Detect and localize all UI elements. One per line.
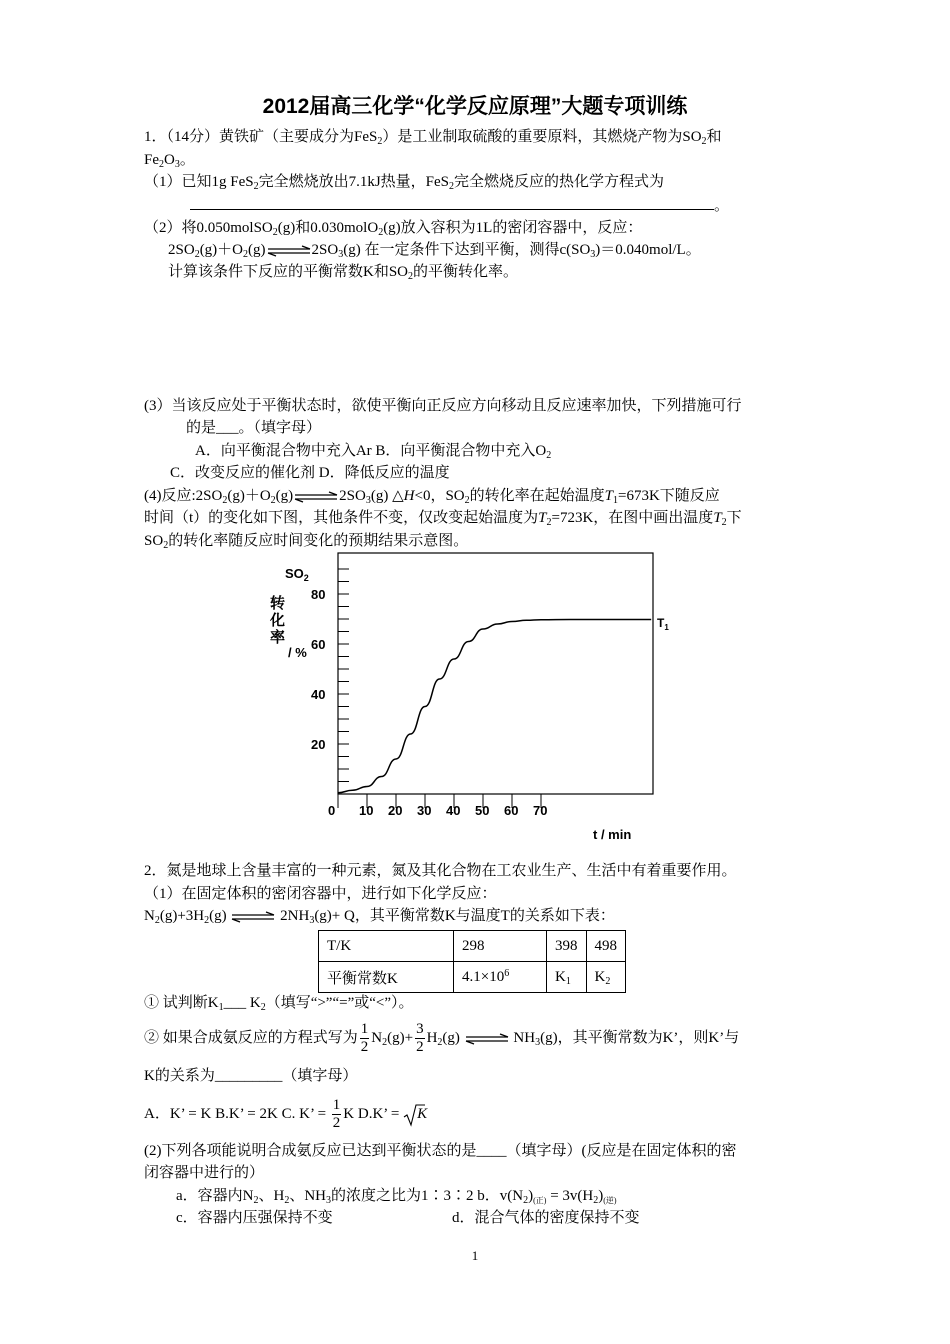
fraction-three-halves: $\frac{3}{2}$ (416, 1021, 424, 1056)
fraction-one-half: $\frac{1}{2}$ (332, 1097, 341, 1132)
table-row (319, 962, 626, 993)
q1-part1: （1）已知1g FeS$_2$完全燃烧放出7.1kJ热量，FeS$_2$完全燃烧反应的热化学方程式为 (144, 174, 665, 192)
chart-ylabel-char-3: 率 (270, 629, 286, 646)
page-title: 2012届高三化学“化学反应原理”大题专项训练 (262, 95, 688, 118)
q2-part1: （1）在固定体积的密闭容器中，进行如下化学反应： (144, 886, 497, 902)
chart-y-tick-label: 80 (311, 587, 326, 602)
page-number: 1 (471, 1248, 479, 1263)
chart-x-tick-label: 20 (388, 803, 403, 818)
chart-x-tick-label: 40 (446, 803, 461, 818)
q2-options: A．K’ = K B.K’ = 2K C. K’ = $\frac{1}{2}$ K D.K’ = K (144, 1097, 428, 1132)
q1-part2-line2: $2SO_2(g)+O_2(g)$ $2SO_3(g)$ 在一定条件下达到平衡，测得$c(SO_3)=0.040mol/L$。 (168, 242, 701, 260)
chart-x-tick-label: 70 (533, 803, 548, 818)
q2-part2-line2: 闭容器中进行的） (144, 1165, 265, 1181)
chart-ylabel-char-1: 转 (270, 595, 286, 612)
q2-intro: 2．氮是地球上含量丰富的一种元素，氮及其化合物在工农业生产、生活中有着重要作用。 (144, 863, 737, 879)
table-cell: $K_2$ (586, 962, 626, 993)
chart-series-line-t1 (338, 620, 651, 793)
table-cell: 498 (586, 931, 626, 962)
q2-judge-2-line2: K的关系为_________（填字母） (144, 1068, 358, 1084)
q1-part4-line2: 时间（t）的变化如下图，其他条件不变，仅改变起始温度为$T_2=723K$，在图中画出温度$T_2$下 (144, 510, 742, 528)
chart-ylabel-unit: / % (288, 645, 307, 660)
chart-plot-frame (338, 553, 653, 794)
chart-ylabel-so2: $SO_2$ (285, 566, 309, 583)
chart-x-tick-label: 0 (328, 803, 336, 818)
chart-x-tick-label: 10 (359, 803, 374, 818)
equilibrium-constant-table (318, 930, 626, 993)
q1-part3-option-c: C．改变反应的催化剂 D．降低反应的温度 (170, 465, 450, 481)
q1-part4-line3: $SO_2$的转化率随反应时间变化的预期结果示意图。 (144, 533, 469, 551)
q1-part3-line1: (3）当该反应处于平衡状态时，欲使平衡向正反应方向移动且反应速率加快，下列措施可行 (144, 398, 742, 414)
equilibrium-arrow-icon (464, 1033, 510, 1045)
chart-ylabel-char-2: 化 (270, 612, 286, 629)
chart-y-tick-label: 60 (311, 637, 326, 652)
q2-judge-2: ② 如果合成氨反应的方程式写为 $\frac{1}{2}$ $N_2(g)+$ $\frac{3}{2}$ $H_2(g)$ $NH_3(g)$，其平衡常数为K’，则K’与 (144, 1021, 740, 1056)
table-cell: 298 (454, 931, 547, 962)
q1-part2-line1: （2）将0.050molSO$_2$(g)和0.030molO$_2$(g)放入容积为1L的密闭容器中，反应： (144, 220, 643, 238)
q1-part4-line1: (4)反应$:2SO_2(g)+O_2(g)$ $2SO_3(g)$ △H<0，$SO_2$的转化率在起始温度$T_1=673K$下随反应 (144, 488, 720, 506)
q2-reaction: $N_2(g)+3H_2(g)$ $2NH_3(g)+ Q$，其平衡常数K与温度T的关系如下表： (144, 908, 615, 926)
q2-part2-options-ab: a．容器内$N_2$、$H_2$、$NH_3$的浓度之比为1∶3∶2 b．$v(N_2)_{(正)} = 3v(H_2)_{(逆)}$ (176, 1188, 617, 1206)
table-cell: T/K (319, 931, 454, 962)
table-row (319, 931, 626, 962)
q1-part1-answer-line: 。 (190, 195, 729, 216)
q1-part3-line2: 的是___。（填字母） (186, 420, 322, 436)
table-cell: $4.1\times 10^6$ (454, 962, 547, 993)
q1-part2-line3: 计算该条件下反应的平衡常数K和$SO_2$的平衡转化率。 (168, 264, 519, 282)
chart-y-tick-label: 40 (311, 687, 326, 702)
q1-intro-line2: $Fe_2O_3$。 (144, 152, 195, 170)
chart-x-tick-label: 60 (504, 803, 519, 818)
table-cell: 398 (547, 931, 587, 962)
table-cell: $K_1$ (547, 962, 587, 993)
q1-part3-option-a: A．向平衡混合物中充入Ar B．向平衡混合物中充入$O_2$ (195, 443, 552, 461)
q2-judge-1: ① 试判断$K_1\_\_\_$ $K_2$（填写“>”“=”或“<”）。 (144, 995, 414, 1013)
table-cell: 平衡常数K (319, 962, 454, 993)
q1-intro-line1: 1．（14分）黄铁矿（主要成分为FeS$_2$）是工业制取硫酸的重要原料，其燃烧产物为$SO_2$和 (144, 129, 722, 147)
chart-x-tick-label: 30 (417, 803, 432, 818)
q2-part2-option-d: d．混合气体的密度保持不变 (452, 1210, 640, 1226)
chart-x-tick-label: 50 (475, 803, 490, 818)
q2-part2-option-c: c．容器内压强保持不变 (176, 1210, 333, 1226)
q2-part2-line1: (2)下列各项能说明合成氨反应已达到平衡状态的是____（填字母）(反应是在固定体积的密 (144, 1143, 737, 1159)
chart-xlabel: t / min (593, 827, 632, 842)
fraction-one-half: $\frac{1}{2}$ (360, 1021, 369, 1056)
chart-y-tick-label: 20 (311, 737, 326, 752)
equilibrium-arrow-icon (230, 911, 276, 923)
chart-series-label: $T_1$ (657, 616, 669, 632)
